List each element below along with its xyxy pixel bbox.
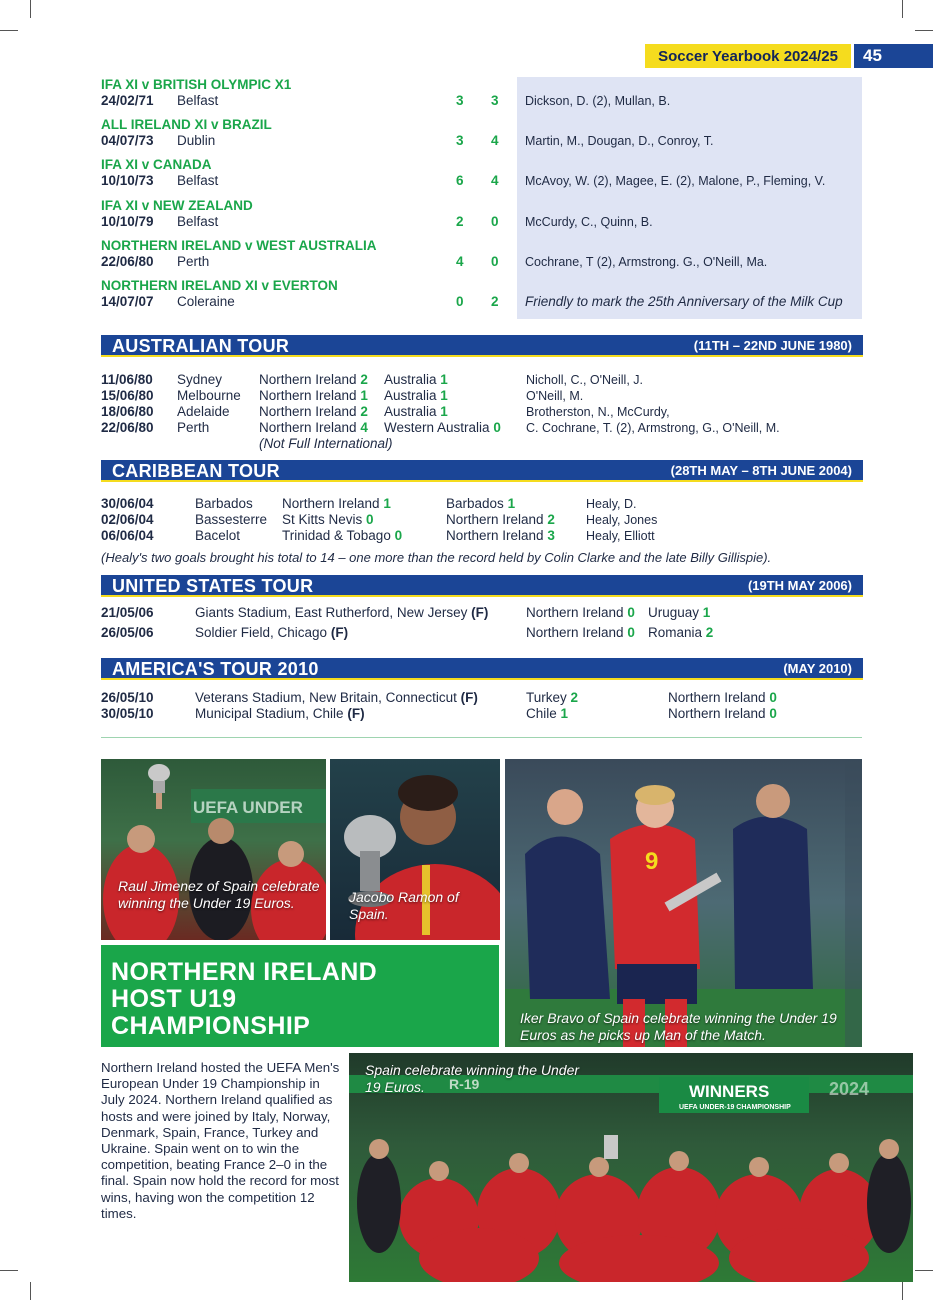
match-date: 26/05/10	[101, 690, 154, 705]
match-title: NORTHERN IRELAND v WEST AUSTRALIA	[101, 238, 377, 253]
match-date: 10/10/73	[101, 173, 154, 188]
section-dates: (11TH – 22ND JUNE 1980)	[693, 338, 852, 353]
away-score: 2	[491, 294, 499, 309]
photo-raul-jimenez	[101, 759, 326, 940]
match-venue: Belfast	[177, 173, 219, 188]
match-scorers: C. Cochrane, T. (2), Armstrong, G., O'Neill, M.	[526, 421, 780, 435]
board-text-right: 2024	[829, 1079, 870, 1099]
away-team: Barbados 1	[446, 496, 516, 511]
home-score: 2	[456, 214, 464, 229]
photo-iker-bravo	[505, 759, 862, 1047]
tour-note: (Not Full International)	[259, 436, 393, 451]
headline-line: HOST U19	[111, 985, 237, 1013]
friendly-match	[101, 157, 863, 197]
photo-spain-celebrate	[349, 1053, 913, 1282]
match-title: ALL IRELAND XI v BRAZIL	[101, 117, 272, 132]
match-venue: Barbados	[195, 496, 253, 511]
match-scorers: Dickson, D. (2), Mullan, B.	[525, 94, 671, 108]
match-scorers: Healy, Elliott	[586, 529, 655, 543]
photo-jacobo-ramon	[330, 759, 500, 940]
photo-caption: Spain celebrate winning the Under 19 Euros.	[365, 1062, 580, 1095]
section-title: CARIBBEAN TOUR	[112, 461, 280, 481]
match-scorers: Nicholl, C., O'Neill, J.	[526, 373, 643, 387]
section-dates: (19TH MAY 2006)	[747, 578, 852, 593]
friendly-match	[101, 117, 863, 157]
us-tour-bar	[101, 575, 863, 597]
match-date: 22/06/80	[101, 420, 154, 435]
away-team: Australia 1	[384, 372, 448, 387]
section-title: AUSTRALIAN TOUR	[112, 336, 290, 356]
crop-mark	[30, 1282, 31, 1300]
page-number: 45	[854, 44, 933, 68]
match-date: 30/06/04	[101, 496, 154, 511]
home-team: Northern Ireland 2	[259, 372, 368, 387]
match-title: IFA XI v CANADA	[101, 157, 212, 172]
friendly-match	[101, 278, 863, 318]
away-team: Australia 1	[384, 404, 448, 419]
match-date: 24/02/71	[101, 93, 154, 108]
friendly-match	[101, 198, 863, 238]
photo-caption: Raul Jimenez of Spain celebrate winning the Under 19 Euros.	[118, 878, 320, 911]
crop-mark	[915, 30, 933, 31]
match-date: 06/06/04	[101, 528, 154, 543]
away-team: Northern Ireland 0	[668, 706, 777, 721]
match-date: 30/05/10	[101, 706, 154, 721]
home-score: 0	[456, 294, 464, 309]
match-venue: Perth	[177, 420, 210, 435]
match-venue: Coleraine	[177, 294, 235, 309]
away-score: 0	[491, 214, 499, 229]
headline-line: CHAMPIONSHIP	[111, 1012, 311, 1040]
yearbook-label: Soccer Yearbook 2024/25	[645, 44, 851, 68]
match-scorers: O'Neill, M.	[526, 389, 584, 403]
crop-mark	[915, 1270, 933, 1271]
caribbean-tour-bar	[101, 460, 863, 482]
match-scorers: McCurdy, C., Quinn, B.	[525, 215, 653, 229]
headline-box	[101, 945, 499, 1047]
article-body: Northern Ireland hosted the UEFA Men's European Under 19 Championship in July 2024. Northern Ireland qualified as hosts and were joined by Italy, Norway, Denmark, Spain, France, Turkey and Ukraine. Spain went on to win the competition, beating France 2–0 in the final. Spain now hold the record for most wins, having won the competition 12 times.	[101, 1060, 340, 1221]
match-title: NORTHERN IRELAND XI v EVERTON	[101, 278, 338, 293]
away-team: Northern Ireland 3	[446, 528, 555, 543]
crop-mark	[902, 1282, 903, 1300]
away-team: Northern Ireland 2	[446, 512, 555, 527]
match-title: IFA XI v NEW ZEALAND	[101, 198, 253, 213]
match-scorers: Healy, D.	[586, 497, 637, 511]
away-team: Uruguay 1	[648, 605, 711, 620]
match-date: 10/10/79	[101, 214, 154, 229]
friendly-match	[101, 238, 863, 278]
away-score: 0	[491, 254, 499, 269]
match-date: 04/07/73	[101, 133, 154, 148]
away-score: 4	[491, 133, 499, 148]
home-team: St Kitts Nevis 0	[282, 512, 374, 527]
match-scorers: Healy, Jones	[586, 513, 658, 527]
section-title: AMERICA'S TOUR 2010	[112, 659, 319, 679]
crop-mark	[30, 0, 31, 18]
crop-mark	[902, 0, 903, 18]
home-team: Trinidad & Tobago 0	[282, 528, 403, 543]
match-venue: Soldier Field, Chicago (F)	[195, 625, 349, 640]
home-team: Northern Ireland 0	[526, 605, 635, 620]
match-venue: Dublin	[177, 133, 216, 148]
america-tour-bar	[101, 658, 863, 680]
friendly-match	[101, 77, 863, 117]
section-divider	[101, 737, 862, 738]
crop-mark	[0, 1270, 18, 1271]
match-scorers: McAvoy, W. (2), Magee, E. (2), Malone, P., Fleming, V.	[525, 174, 826, 188]
board-text-left: R-19	[449, 1076, 480, 1092]
away-score: 3	[491, 93, 499, 108]
headline-line: NORTHERN IRELAND	[111, 958, 378, 986]
match-note: Friendly to mark the 25th Anniversary of the Milk Cup	[525, 294, 843, 309]
match-venue: Bacelot	[195, 528, 241, 543]
match-scorers: Martin, M., Dougan, D., Conroy, T.	[525, 134, 714, 148]
home-team: Northern Ireland 4	[259, 420, 368, 435]
home-score: 6	[456, 173, 464, 188]
match-venue: Bassesterre	[195, 512, 268, 527]
match-venue: Sydney	[177, 372, 223, 387]
match-venue: Adelaide	[177, 404, 230, 419]
match-venue: Melbourne	[177, 388, 241, 403]
match-date: 15/06/80	[101, 388, 154, 403]
match-scorers: Cochrane, T (2), Armstrong. G., O'Neill, Ma.	[525, 255, 768, 269]
match-date: 21/05/06	[101, 605, 154, 620]
section-dates: (MAY 2010)	[783, 661, 852, 676]
match-venue: Perth	[177, 254, 210, 269]
match-venue: Belfast	[177, 93, 219, 108]
banner-winners: WINNERS	[689, 1082, 770, 1101]
article-headline	[111, 959, 377, 1040]
tour-note: (Healy's two goals brought his total to 14 – one more than the record held by Colin Clarke and the late Billy Gillispie).	[101, 550, 772, 565]
match-venue: Giants Stadium, East Rutherford, New Jersey (F)	[195, 605, 489, 620]
banner-subtitle: UEFA UNDER-19 CHAMPIONSHIP	[679, 1104, 791, 1111]
match-date: 11/06/80	[101, 372, 153, 387]
match-venue: Veterans Stadium, New Britain, Connecticut (F)	[195, 690, 478, 705]
home-score: 3	[456, 93, 464, 108]
photo-caption: Jacobo Ramon of Spain.	[349, 889, 459, 922]
home-team: Northern Ireland 1	[259, 388, 368, 403]
home-team: Northern Ireland 0	[526, 625, 635, 640]
match-venue: Belfast	[177, 214, 219, 229]
section-title: UNITED STATES TOUR	[112, 576, 314, 596]
match-date: 22/06/80	[101, 254, 154, 269]
home-team: Chile 1	[526, 706, 569, 721]
home-team: Turkey 2	[526, 690, 579, 705]
match-date: 02/06/04	[101, 512, 154, 527]
match-date: 26/05/06	[101, 625, 154, 640]
home-score: 3	[456, 133, 464, 148]
photo-illustration	[101, 759, 326, 940]
match-date: 18/06/80	[101, 404, 154, 419]
photo-illustration	[505, 759, 862, 1047]
away-team: Northern Ireland 0	[668, 690, 777, 705]
match-scorers: Brotherston, N., McCurdy,	[526, 405, 670, 419]
away-team: Romania 2	[648, 625, 714, 640]
match-title: IFA XI v BRITISH OLYMPIC X1	[101, 77, 292, 92]
match-date: 14/07/07	[101, 294, 154, 309]
australian-tour-bar	[101, 335, 863, 357]
crop-mark	[0, 30, 18, 31]
photo-caption: Iker Bravo of Spain celebrate winning the Under 19 Euros as he picks up Man of the Match.	[520, 1010, 837, 1043]
match-venue: Municipal Stadium, Chile (F)	[195, 706, 365, 721]
away-team: Western Australia 0	[384, 420, 501, 435]
home-team: Northern Ireland 1	[282, 496, 391, 511]
banner-text: UEFA UNDER	[193, 798, 303, 817]
shirt-number: 9	[645, 848, 659, 875]
section-dates: (28TH MAY – 8TH JUNE 2004)	[670, 463, 852, 478]
away-score: 4	[491, 173, 499, 188]
home-team: Northern Ireland 2	[259, 404, 368, 419]
home-score: 4	[456, 254, 464, 269]
away-team: Australia 1	[384, 388, 448, 403]
